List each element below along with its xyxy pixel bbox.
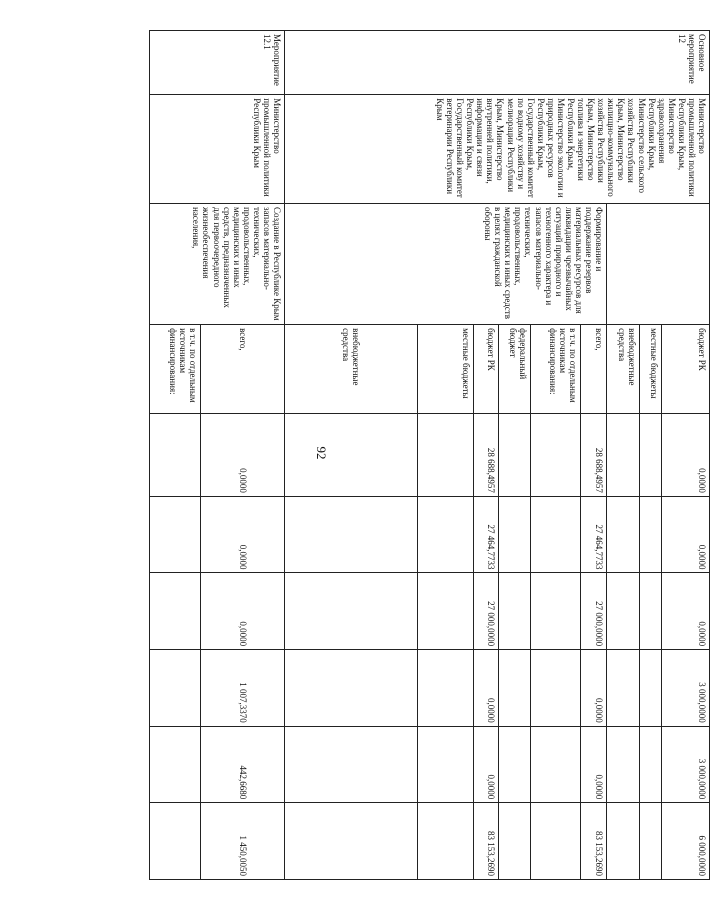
value-cell (499, 573, 531, 650)
value-cell: 27 464,7733 (474, 496, 499, 573)
rotated-table-container (150, 30, 710, 880)
value-cell (640, 650, 662, 727)
value-cell (531, 414, 581, 497)
value-cell: 1 450,0050 (201, 803, 285, 880)
value-cell (285, 414, 418, 497)
value-cell: 0,0000 (474, 726, 499, 803)
value-cell (640, 726, 662, 803)
value-cell (607, 496, 640, 573)
value-cell: 0,0000 (201, 414, 285, 497)
value-cell: 6 000,0000 (662, 803, 710, 880)
value-cell (285, 650, 418, 727)
value-cell (640, 414, 662, 497)
value-cell: 27 464,7733 (581, 496, 607, 573)
value-cell (150, 650, 201, 727)
value-cell: 0,0000 (201, 573, 285, 650)
section-name: Основное мероприятие 12 (285, 31, 710, 95)
source-cell: местные бюджеты (418, 325, 474, 414)
source-cell: внебюджетные средства (285, 325, 418, 414)
source-cell: всего, (581, 325, 607, 414)
value-cell (531, 803, 581, 880)
value-cell (285, 496, 418, 573)
source-cell: бюджет РК (474, 325, 499, 414)
value-cell (499, 726, 531, 803)
value-cell (150, 414, 201, 497)
value-cell: 27 000,0000 (581, 573, 607, 650)
section-executor: Министерство промышленной политики Республики Крым, Министерство здравоохранения Республики Крым, Министерство сельского хозяйства Республики Крым, Министерство жилищно-коммунального хозяйства Республики Крым, Министерство топлива и энергетики Республики Крым, Министерство экологии и природных ресурсов Республики Крым, Государственный комитет по водному хозяйству и мелиорации Республики Крым, Министерство внутренней политики, информации и связи Республики Крым, Государственный комитет ветеринарии Республики Крым (285, 95, 710, 204)
value-cell: 28 688,4957 (581, 414, 607, 497)
value-cell (418, 650, 474, 727)
value-cell: 0,0000 (662, 414, 710, 497)
value-cell: 27 000,0000 (474, 573, 499, 650)
value-cell (607, 803, 640, 880)
value-cell (285, 573, 418, 650)
value-cell: 0,0000 (581, 650, 607, 727)
value-cell: 0,0000 (201, 496, 285, 573)
value-cell (531, 650, 581, 727)
value-cell (150, 573, 201, 650)
value-cell: 3 000,0000 (662, 650, 710, 727)
empty-cell (607, 204, 710, 325)
value-cell (607, 726, 640, 803)
section-description: Формирование и поддержание резервов материальных ресурсов для ликвидации чрезвычайных ситуаций природного и техногенного характера и запасов материально-технических, продовольственных, медицинских и иных средств в целях гражданской обороны (285, 204, 607, 325)
value-cell (499, 803, 531, 880)
value-cell (499, 414, 531, 497)
section-executor: Министерство промышленной политики Республики Крым (150, 95, 285, 204)
value-cell (418, 726, 474, 803)
source-cell: в т.ч. по отдельным источникам финансирования: (531, 325, 581, 414)
value-cell: 0,0000 (662, 573, 710, 650)
value-cell (531, 726, 581, 803)
value-cell (418, 803, 474, 880)
section-description: Создание в Республике Крым запасов материально-технических, продовольственных, медицинских и иных средств, предназначенных для первоочередного жизнеобеспечения населения, (150, 204, 285, 325)
value-cell (640, 496, 662, 573)
source-cell: федеральный бюджет (499, 325, 531, 414)
source-cell: местные бюджеты (640, 325, 662, 414)
table-row (201, 31, 285, 880)
value-cell (418, 496, 474, 573)
value-cell (418, 414, 474, 497)
value-cell (607, 414, 640, 497)
value-cell (150, 803, 201, 880)
value-cell (531, 573, 581, 650)
value-cell: 83 153,2690 (474, 803, 499, 880)
table-row (662, 31, 710, 880)
value-cell: 0,0000 (581, 726, 607, 803)
source-cell: бюджет РК (662, 325, 710, 414)
value-cell (499, 496, 531, 573)
page-number: 92 (314, 446, 329, 460)
budget-table (149, 30, 710, 880)
source-cell: всего, (201, 325, 285, 414)
section-name: Мероприятие 12.1 (150, 31, 285, 95)
value-cell: 83 153,2690 (581, 803, 607, 880)
value-cell: 0,0000 (474, 650, 499, 727)
value-cell (418, 573, 474, 650)
value-cell (499, 650, 531, 727)
value-cell (150, 496, 201, 573)
value-cell: 28 688,4957 (474, 414, 499, 497)
value-cell: 442,6680 (201, 726, 285, 803)
value-cell (150, 726, 201, 803)
value-cell (607, 650, 640, 727)
value-cell (285, 803, 418, 880)
value-cell: 3 000,0000 (662, 726, 710, 803)
value-cell (607, 573, 640, 650)
source-cell: внебюджетные средства (607, 325, 640, 414)
value-cell (640, 803, 662, 880)
source-cell: в т.ч. по отдельным источникам финансирования: (150, 325, 201, 414)
value-cell (640, 573, 662, 650)
value-cell (531, 496, 581, 573)
value-cell (285, 726, 418, 803)
value-cell: 0,0000 (662, 496, 710, 573)
value-cell: 1 007,3370 (201, 650, 285, 727)
